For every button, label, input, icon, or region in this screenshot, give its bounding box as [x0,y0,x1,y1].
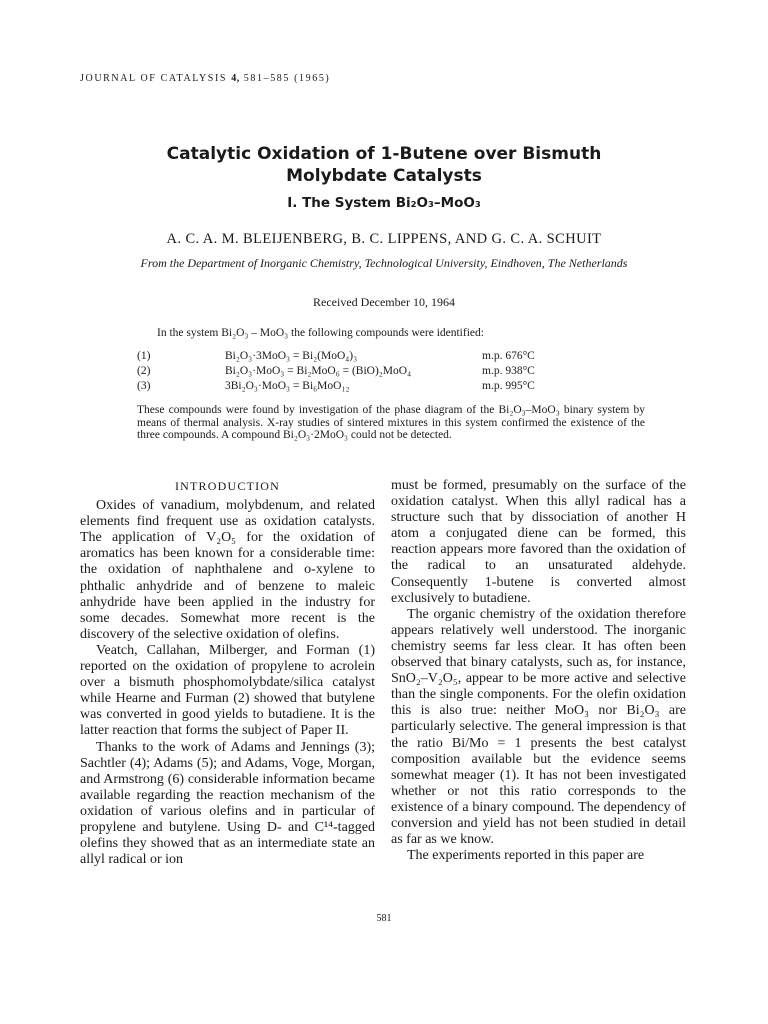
compound-number: (2) [137,365,151,377]
compound-number: (1) [137,350,151,362]
title-line-1: Catalytic Oxidation of 1-Butene over Bismuth [166,144,602,164]
compound-formula: 3Bi₂O₃·MoO₃ = Bi₆MoO₁₂ [225,380,350,392]
body-paragraph: must be formed, presumably on the surface of the oxidation catalyst. When this allyl radical has a structure such that by dissociation of another H atom a conjugated diene can be formed, this reaction appears more favored than the oxidation of the radical to an unsaturated aldehyde. Consequently 1-butene is converted almost exclusively to butadiene. [391,478,686,606]
author-list: A. C. A. M. BLEIJENBERG, B. C. LIPPENS, AND G. C. A. SCHUIT [166,231,602,247]
journal-citation [80,73,330,84]
body-paragraph: The organic chemistry of the oxidation therefore appears relatively well understood. The inorganic chemistry seems far less clear. It has often been observed that binary catalysts, such as, for instance, SnO₂–V₂O₅, appear to be more active and selective than the single components. For the olefin oxidation this is also true: neither MoO₃ nor Bi₂O₃ are particularly selective. The general impression is that the ratio Bi/Mo = 1 presents the best catalyst composition available but the evidence seems somewhat meager (1). It has not been investigated whether or not this ratio corresponds to the existence of a binary compound. The dependency of conversion and yield has not been studied in detail as far as we know. [391,606,686,848]
body-paragraph: Veatch, Callahan, Milberger, and Forman (1) reported on the oxidation of propylene to acrolein over a bismuth phosphomolybdate/silica catalyst while Hearne and Furman (2) showed that butylene was converted in good yields to butadiene. It is the latter reaction that forms the subject of Paper II. [80,642,375,739]
body-paragraph: Thanks to the work of Adams and Jennings (3); Sachtler (4); Adams (5); and Adams, Voge, Morgan, and Armstrong (6) considerable information became available regarding the reaction mechanism of the oxidation of various olefins and in particular of propylene and butylene. Using D- and C¹⁴-tagged olefins they showed that as an intermediate state an allyl radical or ion [80,739,375,868]
compound-formula: Bi₂O₃·3MoO₃ = Bi₂(MoO₄)₃ [225,350,358,362]
compound-row [137,365,667,380]
compound-number: (3) [137,380,151,392]
page-number: 581 [376,913,392,924]
abstract-intro: In the system Bi₂O₃ – MoO₃ the following compounds were identified: [157,327,484,339]
body-paragraph: Oxides of vanadium, molybdenum, and related elements find frequent use as oxidation catalysts. The application of V₂O₅ for the oxidation of aromatics has been known for a considerable time: the oxidation of naphthalene and o-xylene to phthalic anhydride and of benzene to maleic anhydride have been applied in the industry for some decades. Somewhat more recent is the discovery of the selective oxidation of olefins. [80,498,375,642]
journal-name: JOURNAL OF CATALYSIS [80,73,228,84]
compound-row [137,380,667,395]
article-title [0,143,768,187]
compound-melting-point: m.p. 676°C [482,350,535,362]
compound-melting-point: m.p. 995°C [482,380,535,392]
compound-formula: Bi₂O₃·MoO₃ = Bi₂MoO₆ = (BiO)₂MoO₄ [225,365,412,377]
received-date: Received December 10, 1964 [313,295,455,309]
compound-row [137,350,667,365]
abstract-paragraph: These compounds were found by investigation of the phase diagram of the Bi₂O₃–MoO₃ binary system by means of thermal analysis. X-ray studies of sintered mixtures in this system confirmed the existence of the three compounds. A compound Bi₂O₃·2MoO₃ could not be detected. [137,404,645,441]
affiliation: From the Department of Inorganic Chemistry, Technological University, Eindhoven, The Netherlands [140,256,628,270]
section-heading: INTRODUCTION [174,479,281,493]
left-column [80,478,375,868]
compound-melting-point: m.p. 938°C [482,365,535,377]
journal-volume: 4, [231,73,240,84]
body-paragraph: The experiments reported in this paper are [407,848,645,864]
right-column [391,478,686,864]
journal-pages-year: 581–585 (1965) [243,73,331,84]
article-subtitle: I. The System Bi₂O₃–MoO₃ [287,195,481,211]
title-line-2: Molybdate Catalysts [286,166,482,186]
